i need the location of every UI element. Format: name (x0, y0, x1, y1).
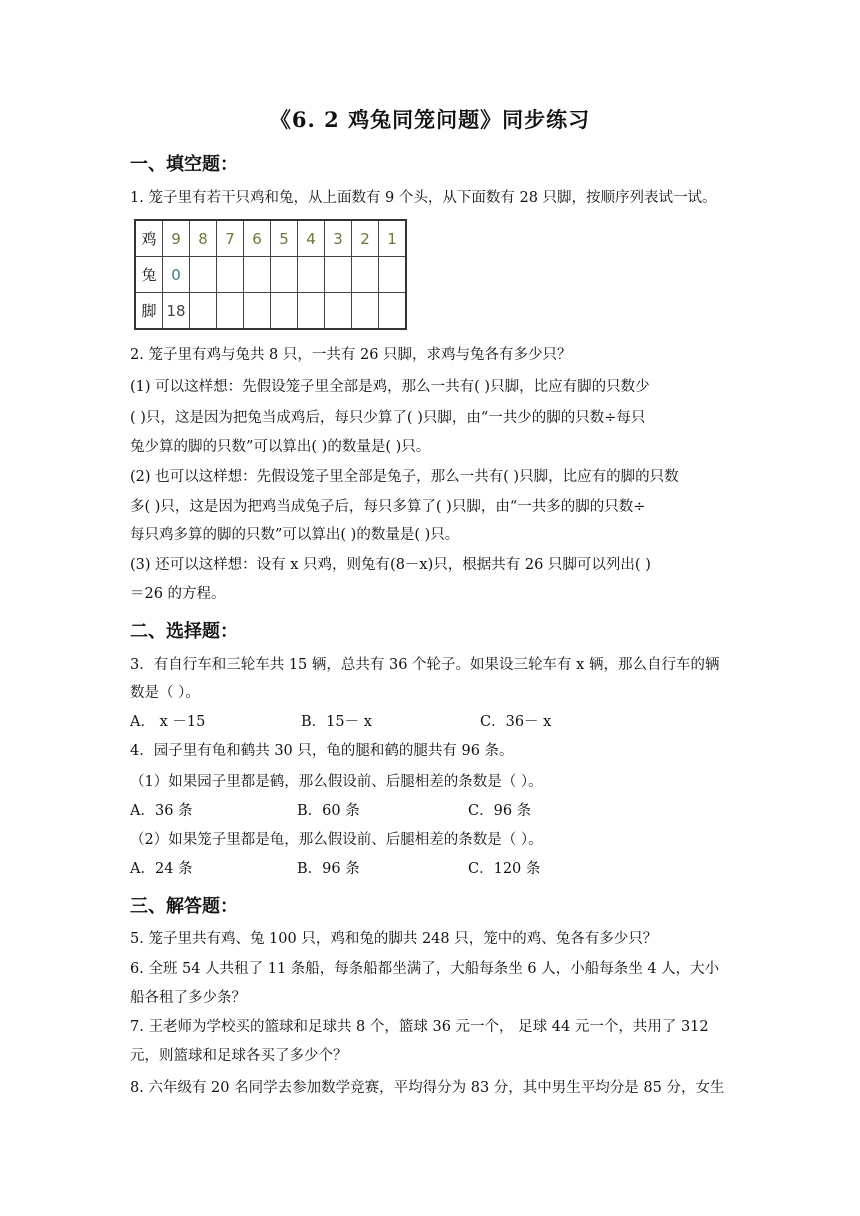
question-8-text: 8. 六年级有 20 名同学去参加数学竞赛，平均得分为 83 分，其中男生平均分是 85 分，女生 (130, 1080, 725, 1096)
table-cell: 2 (352, 220, 379, 257)
row-label-rabbit: 兔 (135, 257, 163, 293)
question-7-line: 元，则篮球和足球各买了多少个？ (130, 1048, 348, 1064)
table-cell: 8 (190, 220, 217, 257)
option-a[interactable]: A．36 条 (130, 803, 193, 819)
question-3-line: 数是（ ）。 (130, 685, 200, 701)
section-choice-heading: 二、选择题： (130, 621, 238, 642)
table-cell (190, 293, 217, 330)
table-cell (352, 257, 379, 293)
question-2-line: (3) 还可以这样想：设有 x 只鸡，则兔有(8－x)只，根据共有 26 只脚可以列出( ) (130, 557, 651, 573)
question-7-text: 7. 王老师为学校买的篮球和足球共 8 个，篮球 36 元一个， 足球 44 元一个，共用了 312 (130, 1019, 709, 1035)
table-cell: 7 (217, 220, 244, 257)
table-cell (298, 257, 325, 293)
table-cell (379, 293, 407, 330)
table-row-chicken (135, 220, 406, 257)
table-cell (190, 257, 217, 293)
section-fill-heading: 一、填空题： (130, 154, 238, 175)
option-c[interactable]: C．96 条 (468, 803, 532, 819)
row-label-chicken: 鸡 (135, 220, 163, 257)
table-cell (244, 257, 271, 293)
option-c[interactable]: C．36－ x (480, 714, 552, 730)
question-2-line: 每只鸡多算的脚的只数”可以算出( )的数量是( )只。 (130, 527, 460, 543)
table-cell: 5 (271, 220, 298, 257)
question-2-line: ( )只，这是因为把兔当成鸡后，每只少算了( )只脚，由“一共少的脚的只数÷每只 (130, 410, 646, 426)
question-2-line: (1) 可以这样想：先假设笼子里全部是鸡，那么一共有( )只脚，比应有脚的只数少 (130, 379, 650, 395)
table-cell (379, 257, 407, 293)
table-cell (325, 257, 352, 293)
table-cell (325, 293, 352, 330)
page-title: 《6. 2 鸡兔同笼问题》同步练习 (269, 107, 591, 132)
option-a[interactable]: A．24 条 (130, 861, 193, 877)
option-c[interactable]: C．120 条 (468, 861, 541, 877)
question-3-text: 3．有自行车和三轮车共 15 辆，总共有 36 个轮子。如果设三轮车有 x 辆，那么自行车的辆 (130, 657, 720, 673)
table-cell (271, 293, 298, 330)
option-b[interactable]: B．60 条 (297, 803, 360, 819)
table-cell: 6 (244, 220, 271, 257)
question-4-sub2: （2）如果笼子里都是龟，那么假设前、后腿相差的条数是（ ）。 (130, 832, 543, 848)
table-cell: 1 (379, 220, 407, 257)
table-cell (244, 293, 271, 330)
option-b[interactable]: B．96 条 (297, 861, 360, 877)
option-a[interactable]: A． x －15 (130, 714, 206, 730)
table-cell (271, 257, 298, 293)
table-row-feet (135, 293, 406, 330)
question-2-line: ＝26 的方程。 (130, 586, 226, 602)
question-6-line: 船各租了多少条？ (130, 990, 246, 1006)
option-b[interactable]: B．15－ x (301, 714, 372, 730)
section-answer-heading: 三、解答题： (130, 896, 238, 917)
question-2-line: 兔少算的脚的只数”可以算出( )的数量是( )只。 (130, 439, 431, 455)
table-cell: 4 (298, 220, 325, 257)
table-cell (217, 257, 244, 293)
table-cell (352, 293, 379, 330)
table-cell: 9 (163, 220, 190, 257)
table-cell: 18 (163, 293, 190, 330)
table-cell (217, 293, 244, 330)
row-label-feet: 脚 (135, 293, 163, 330)
question-2-line: (2) 也可以这样想：先假设笼子里全部是兔子，那么一共有( )只脚，比应有的脚的只数 (130, 469, 679, 485)
trial-table (134, 219, 407, 330)
question-1-text: 1. 笼子里有若干只鸡和兔，从上面数有 9 个头，从下面数有 28 只脚，按顺序列表试一试。 (130, 190, 717, 206)
table-cell: 3 (325, 220, 352, 257)
question-5-text: 5. 笼子里共有鸡、兔 100 只，鸡和兔的脚共 248 只，笼中的鸡、兔各有多少只？ (130, 931, 658, 947)
question-2-text: 2. 笼子里有鸡与兔共 8 只，一共有 26 只脚，求鸡与兔各有多少只？ (130, 347, 572, 363)
question-4-sub1: （1）如果园子里都是鹤，那么假设前、后腿相差的条数是（ ）。 (130, 774, 543, 790)
question-2-line: 多( )只，这是因为把鸡当成兔子后，每只多算了( )只脚，由“一共多的脚的只数÷ (130, 499, 646, 515)
table-cell: 0 (163, 257, 190, 293)
table-cell (298, 293, 325, 330)
question-6-text: 6. 全班 54 人共租了 11 条船，每条船都坐满了，大船每条坐 6 人，小船每条坐 4 人，大小 (130, 961, 720, 977)
table-row-rabbit (135, 257, 406, 293)
question-4-text: 4．园子里有龟和鹤共 30 只，龟的腿和鹤的腿共有 96 条。 (130, 743, 514, 759)
